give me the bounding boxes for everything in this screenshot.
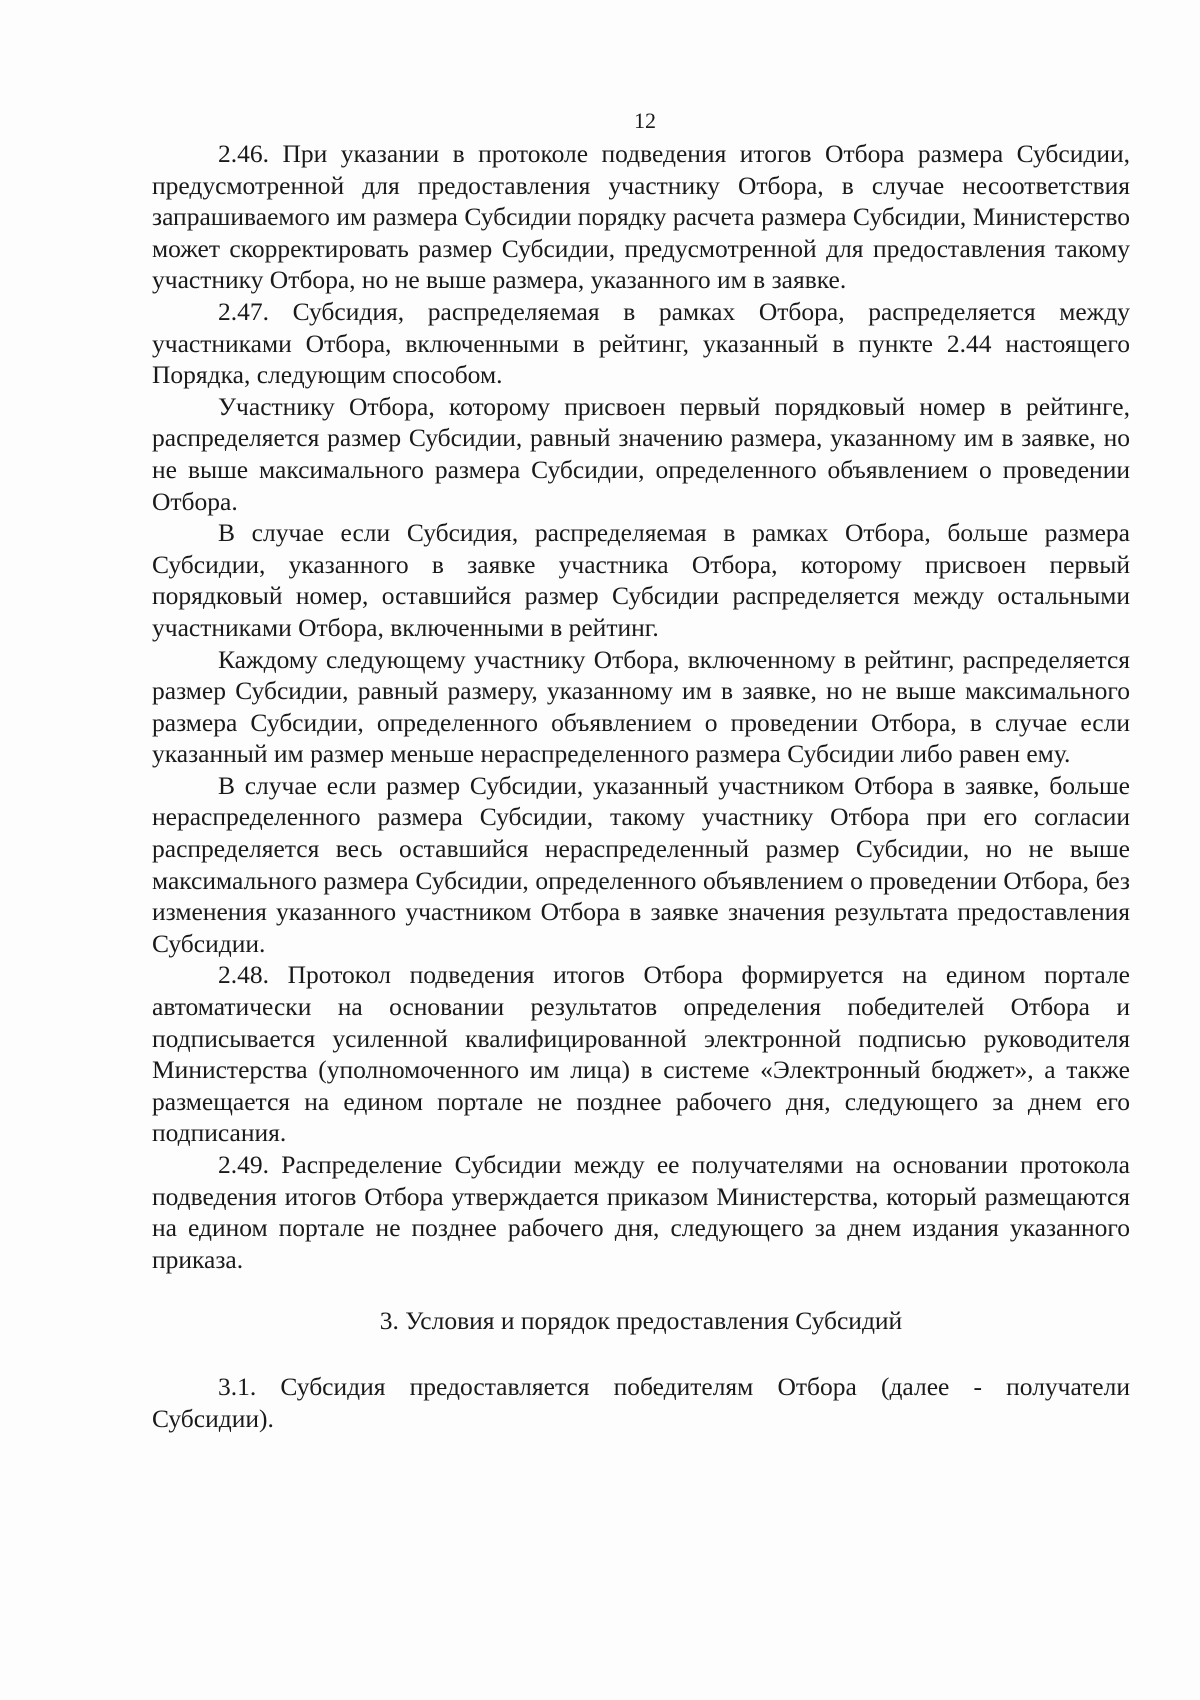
paragraph-2-47: 2.47. Субсидия, распределяемая в рамках Отбора, распределяется между участниками Отбора, включенными в рейтинг, указанный в пункте 2.44 настоящего Порядка, следующим способом.: [152, 296, 1130, 390]
paragraph-remaining-subsidy: В случае если Субсидия, распределяемая в рамках Отбора, больше размера Субсидии, указанного в заявке участника Отбора, которому присвоен первый порядковый номер, оставшийся размер Субсидии распределяется между остальными участниками Отбора, включенными в рейтинг.: [152, 518, 1130, 642]
section-heading: 3. Условия и порядок предоставления Субсидий: [379, 1306, 903, 1336]
paragraph-2-46: 2.46. При указании в протоколе подведения итогов Отбора размера Субсидии, предусмотренной для предоставления участнику Отбора, в случае несоответствия запрашиваемого им размера Субсидии порядку расчета размера Субсидии, Министерство может скорректировать размер Субсидии, предусмотренной для предоставления такому участнику Отбора, но не выше размера, указанного им в заявке.: [152, 139, 1130, 295]
paragraph-3-1: 3.1. Субсидия предоставляется победителям Отбора (далее - получатели Субсидии).: [152, 1371, 1130, 1433]
page-number: 12: [634, 108, 656, 133]
paragraph-exceeding-request: В случае если размер Субсидии, указанный участником Отбора в заявке, больше нераспределенного размера Субсидии, такому участнику Отбора при его согласии распределяется весь оставшийся нераспределенный размер Субсидии, но не выше максимального размера Субсидии, определенного объявлением о проведении Отбора, без изменения указанного участником Отбора в заявке значения результата предоставления Субсидии.: [152, 770, 1130, 958]
paragraph-2-49: 2.49. Распределение Субсидии между ее получателями на основании протокола подведения итогов Отбора утверждается приказом Министерства, который размещаются на едином портале не позднее рабочего дня, следующего за днем издания указанного приказа.: [152, 1150, 1130, 1274]
paragraph-first-participant: Участнику Отбора, которому присвоен первый порядковый номер в рейтинге, распределяется размер Субсидии, равный значению размера, указанному им в заявке, но не выше максимального размера Субсидии, определенного объявлением о проведении Отбора.: [152, 391, 1130, 516]
paragraph-2-48: 2.48. Протокол подведения итогов Отбора формируется на едином портале автоматически на основании результатов определения победителей Отбора и подписывается усиленной квалифицированной электронной подписью руководителя Министерства (уполномоченного им лица) в системе «Электронный бюджет», а также размещается на едином портале не позднее рабочего дня, следующего за днем его подписания.: [152, 960, 1130, 1148]
document-body: [152, 138, 1130, 1434]
paragraph-next-participant: Каждому следующему участнику Отбора, включенному в рейтинг, распределяется размер Субсидии, равный размеру, указанному им в заявке, но не выше максимального размера Субсидии, определенного объявлением о проведении Отбора, в случае если указанный им размер меньше нераспределенного размера Субсидии либо равен ему.: [152, 644, 1130, 769]
